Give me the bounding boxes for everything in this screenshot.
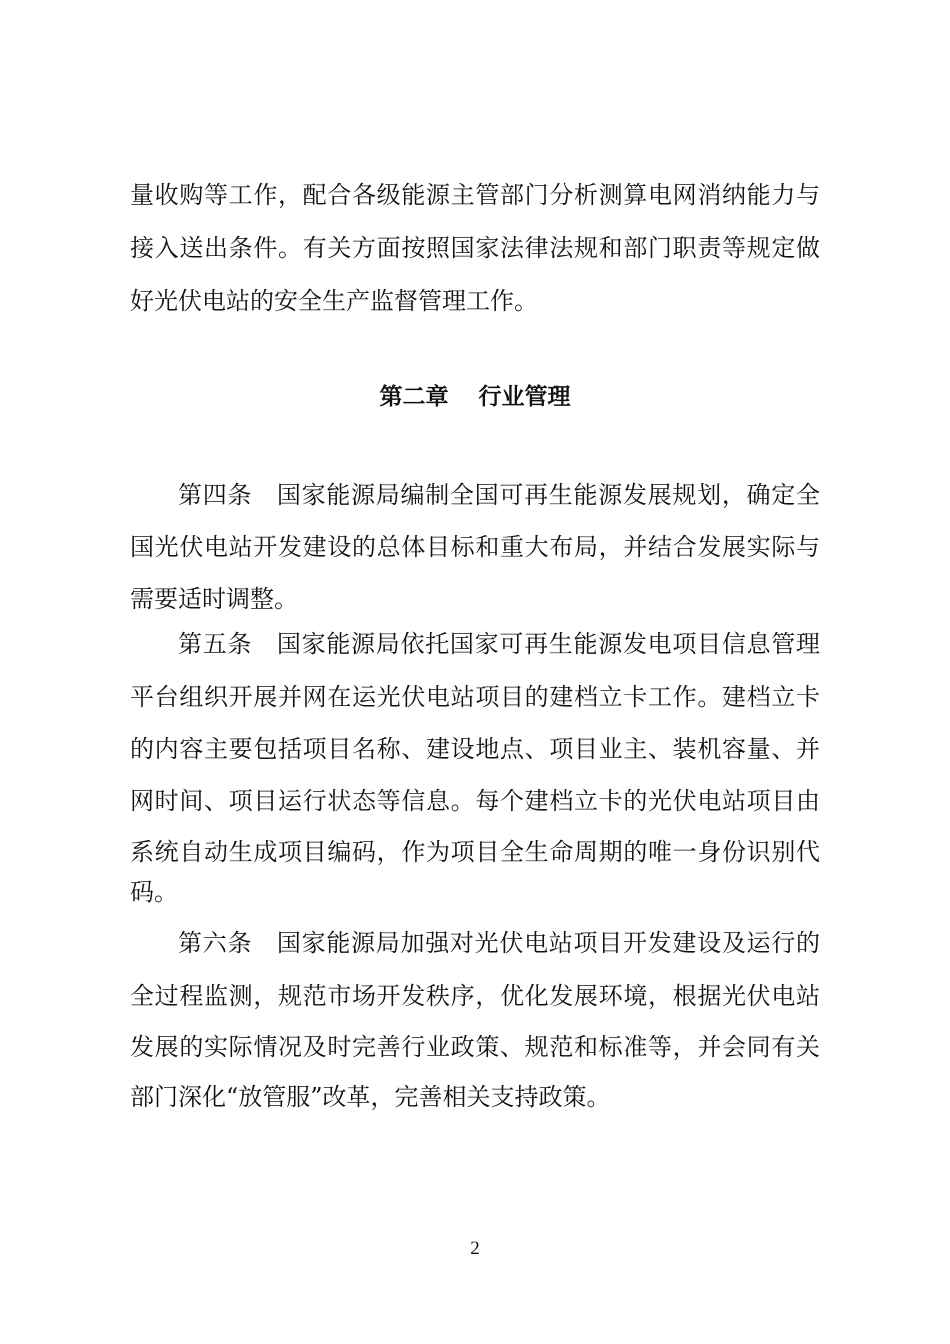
paragraph-line: 好光伏电站的安全生产监督管理工作。	[130, 287, 538, 315]
paragraph-line: 第五条 国家能源局依托国家可再生能源发电项目信息管理	[178, 630, 820, 658]
paragraph-line: 量收购等工作，配合各级能源主管部门分析测算电网消纳能力与	[130, 181, 820, 209]
paragraph-line: 部门深化“放管服”改革，完善相关支持政策。	[130, 1083, 611, 1111]
paragraph-line: 国光伏电站开发建设的总体目标和重大布局，并结合发展实际与	[130, 533, 820, 561]
paragraph-line: 全过程监测，规范市场开发秩序，优化发展环境，根据光伏电站	[130, 982, 820, 1010]
paragraph-line: 系统自动生成项目编码，作为项目全生命周期的唯一身份识别代	[130, 838, 820, 866]
paragraph-line: 码。	[130, 878, 178, 906]
paragraph-line: 发展的实际情况及时完善行业政策、规范和标准等，并会同有关	[130, 1033, 820, 1061]
paragraph-line: 需要适时调整。	[130, 585, 298, 613]
paragraph-line: 平台组织开展并网在运光伏电站项目的建档立卡工作。建档立卡	[130, 683, 820, 711]
paragraph-line: 网时间、项目运行状态等信息。每个建档立卡的光伏电站项目由	[130, 787, 820, 815]
paragraph-line: 的内容主要包括项目名称、建设地点、项目业主、装机容量、并	[130, 735, 820, 763]
chapter-heading	[0, 382, 950, 412]
paragraph-line: 接入送出条件。有关方面按照国家法律法规和部门职责等规定做	[130, 234, 820, 262]
paragraph-line: 第四条 国家能源局编制全国可再生能源发展规划，确定全	[178, 481, 820, 509]
chapter-number: 第二章	[379, 384, 449, 410]
paragraph-line: 第六条 国家能源局加强对光伏电站项目开发建设及运行的	[178, 929, 820, 957]
chapter-title: 行业管理	[478, 384, 571, 410]
page-number: 2	[470, 1238, 480, 1259]
